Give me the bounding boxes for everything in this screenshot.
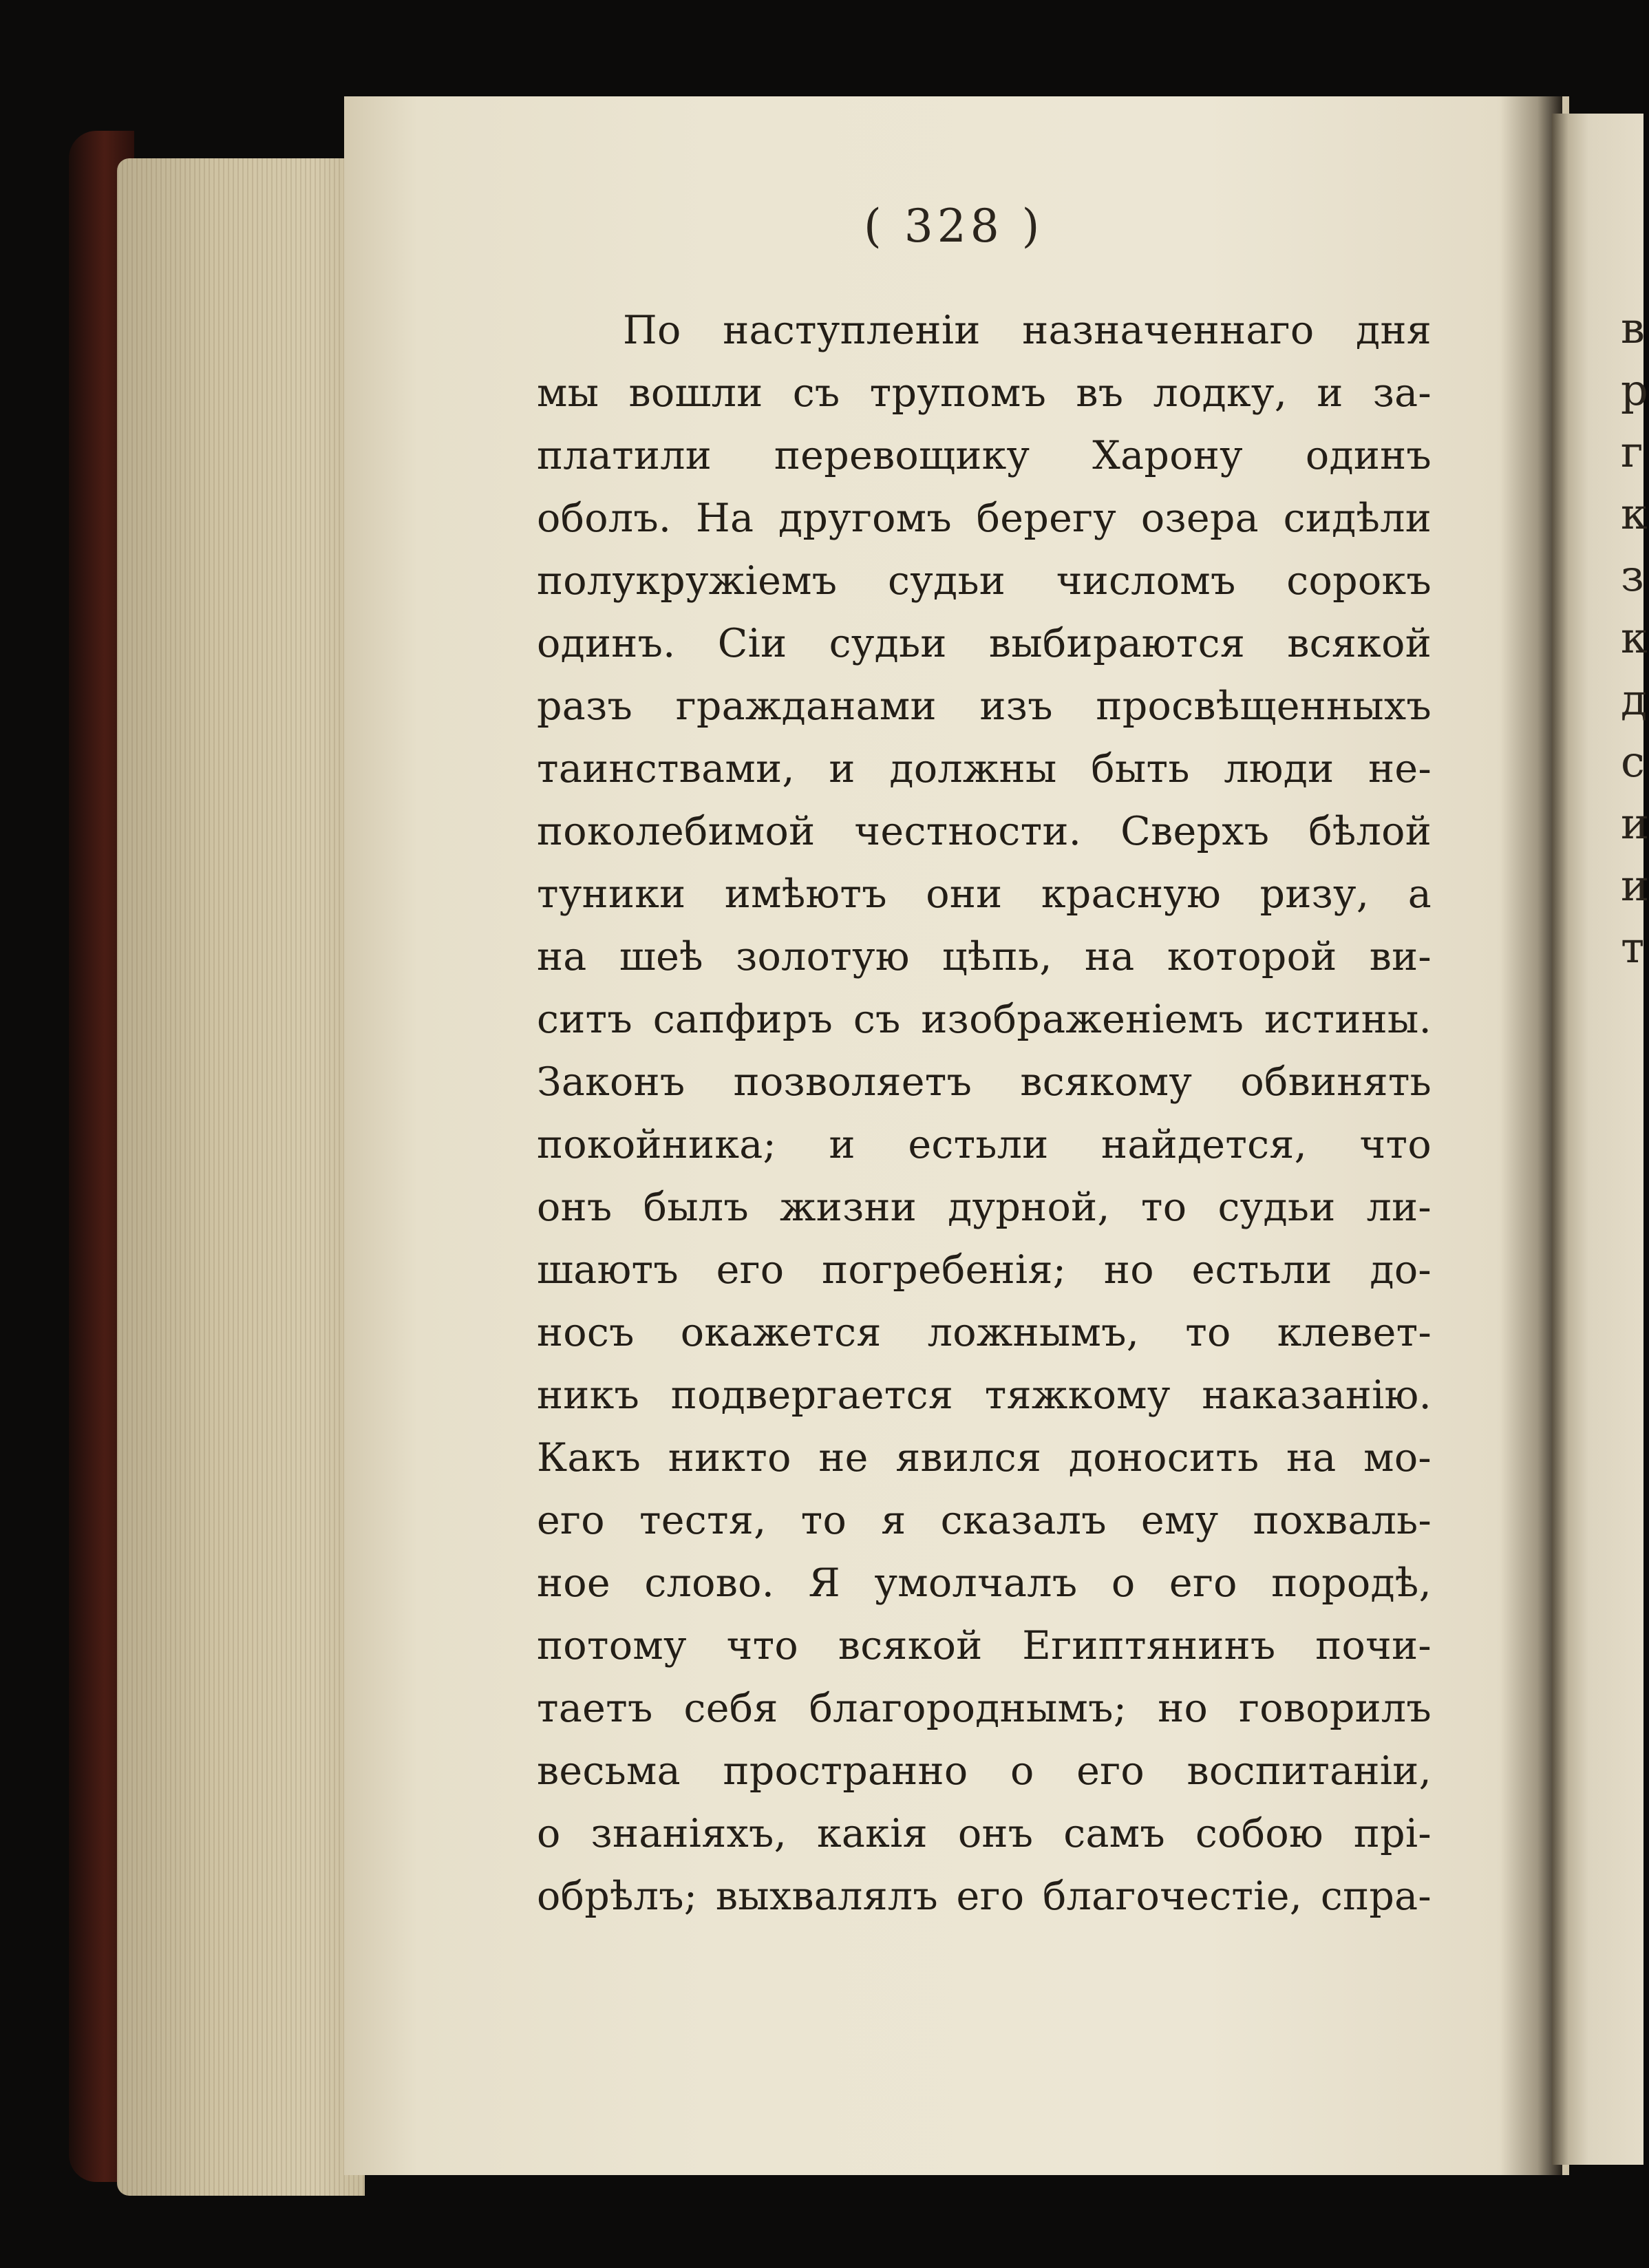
text-line: онъ былъ жизни дурной, то судьи ли- (537, 1185, 1432, 1230)
text-line: шаютъ его погребенія; но естьли до- (537, 1247, 1432, 1293)
text-line: никъ подвергается тяжкому наказанію. (537, 1373, 1432, 1418)
text-line: его тестя, то я сказалъ ему похваль- (537, 1498, 1432, 1543)
text-line: одинъ. Сіи судьи выбираются всякой (537, 621, 1432, 666)
text-line: носъ окажется ложнымъ, то клевет- (537, 1310, 1432, 1355)
text-line: на шеѣ золотую цѣпь, на которой ви- (537, 934, 1432, 979)
opposite-page (1552, 114, 1649, 2165)
opposite-letter: и (1621, 798, 1649, 849)
text-line: оболъ. На другомъ берегу озера сидѣли (537, 496, 1432, 541)
text-line: разъ гражданами изъ просвѣщенныхъ (537, 683, 1432, 729)
opposite-letter: и (1621, 860, 1649, 911)
text-line: таетъ себя благороднымъ; но говорилъ (537, 1686, 1432, 1731)
text-line: По наступленіи назначеннаго дня (623, 308, 1432, 353)
text-line: Какъ никто не явился доносить на мо- (537, 1435, 1432, 1481)
text-line: Законъ позволяетъ всякому обвинять (537, 1059, 1432, 1105)
opposite-letter: к (1621, 613, 1648, 663)
text-line: полукружіемъ судьи числомъ сорокъ (537, 558, 1432, 604)
opposite-letter: г (1621, 427, 1643, 477)
text-line: покойника; и естьли найдется, что (537, 1122, 1432, 1167)
page-header: ( 328 ) (864, 200, 1044, 253)
opposite-letter: з (1621, 551, 1644, 601)
text-line: о знаніяхъ, какія онъ самъ собою прі- (537, 1811, 1432, 1856)
text-line: платили перевощику Харону одинъ (537, 433, 1432, 478)
text-line: ное слово. Я умолчалъ о его породѣ, (537, 1560, 1432, 1606)
text-line: весьма пространно о его воспитаніи, (537, 1748, 1432, 1794)
opposite-letter: к (1621, 489, 1648, 539)
text-line: ситъ сапфиръ съ изображеніемъ истины. (537, 997, 1432, 1042)
opposite-letter: т (1621, 922, 1645, 973)
opposite-letter: р (1621, 365, 1648, 415)
page-edges (117, 158, 365, 2196)
opposite-letter: д (1621, 675, 1648, 725)
text-line: поколебимой честности. Сверхъ бѣлой (537, 809, 1432, 854)
text-line: туники имѣютъ они красную ризу, а (537, 871, 1432, 917)
text-line: потому что всякой Египтянинъ почи- (537, 1623, 1432, 1668)
text-line: мы вошли съ трупомъ въ лодку, и за- (537, 370, 1432, 416)
text-line: таинствами, и должны быть люди не- (537, 746, 1432, 792)
opposite-letter: в (1621, 303, 1645, 353)
text-line: обрѣлъ; выхвалялъ его благочестіе, спра- (537, 1874, 1432, 1919)
opposite-letter: с (1621, 736, 1645, 787)
